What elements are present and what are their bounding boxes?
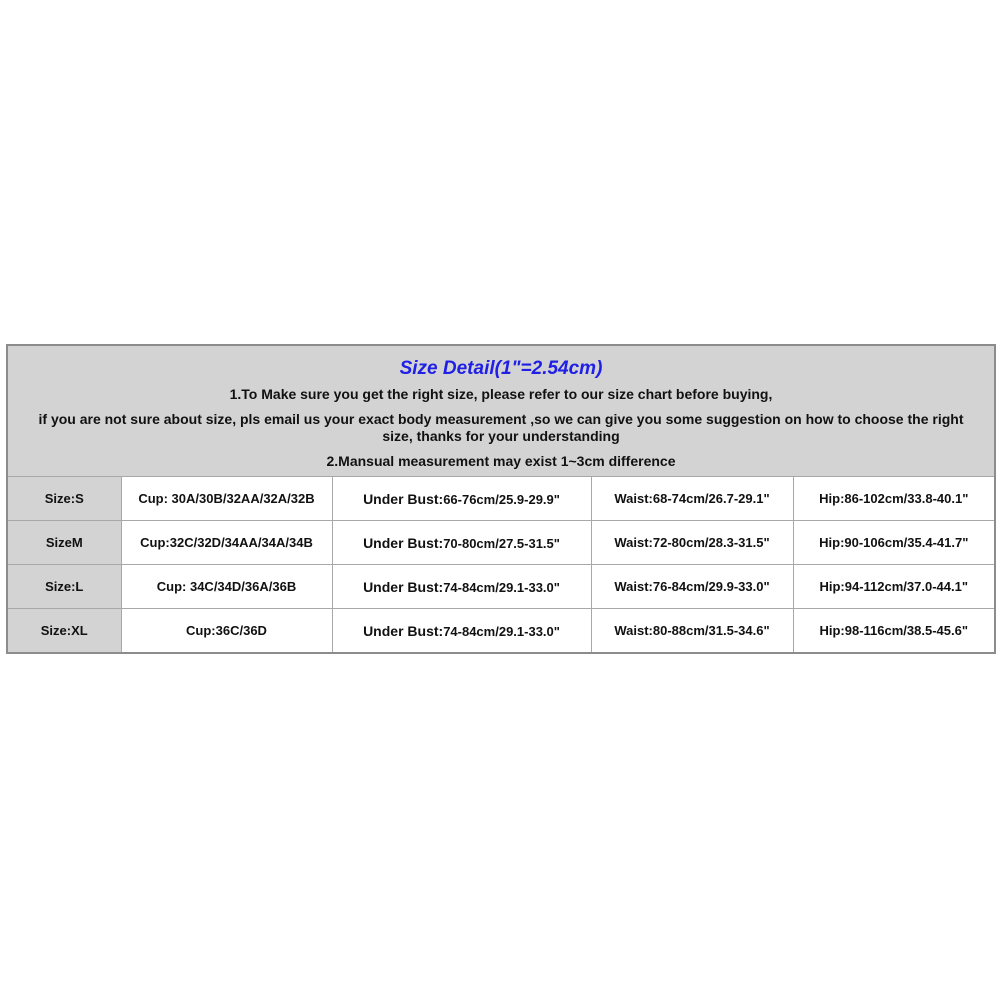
under-bust-cell [332, 609, 591, 653]
cup-cell: Cup:32C/32D/34AA/34A/34B [121, 521, 332, 565]
hip-cell: Hip:90-106cm/35.4-41.7" [793, 521, 994, 565]
cup-cell: Cup: 34C/34D/36A/36B [121, 565, 332, 609]
waist-cell: Waist:72-80cm/28.3-31.5" [591, 521, 793, 565]
hip-cell: Hip:86-102cm/33.8-40.1" [793, 477, 994, 521]
under-bust-label: Under Bust: [363, 578, 444, 595]
under-bust-cell [332, 477, 591, 521]
size-chart [6, 344, 996, 654]
table-row [8, 477, 994, 521]
size-cell: SizeM [8, 521, 121, 565]
cup-cell: Cup: 30A/30B/32AA/32A/32B [121, 477, 332, 521]
table-row [8, 609, 994, 653]
cup-cell: Cup:36C/36D [121, 609, 332, 653]
hip-cell: Hip:98-116cm/38.5-45.6" [793, 609, 994, 653]
size-cell: Size:XL [8, 609, 121, 653]
waist-cell: Waist:80-88cm/31.5-34.6" [591, 609, 793, 653]
size-note-3: 2.Mansual measurement may exist 1~3cm difference [326, 453, 676, 469]
size-chart-header [8, 346, 994, 476]
size-chart-title: Size Detail(1"=2.54cm) [399, 358, 603, 379]
size-note-2: if you are not sure about size, pls email us your exact body measurement ,so we can give you some suggestion on how to choose the right size, thanks for your understanding [38, 411, 964, 444]
size-note-1: 1.To Make sure you get the right size, please refer to our size chart before buying, [229, 386, 773, 402]
under-bust-label: Under Bust: [363, 534, 444, 551]
table-row [8, 521, 994, 565]
size-cell: Size:L [8, 565, 121, 609]
under-bust-label: Under Bust: [363, 622, 444, 639]
size-table [8, 476, 994, 652]
under-bust-value: 70-80cm/27.5-31.5" [443, 535, 560, 551]
under-bust-cell [332, 565, 591, 609]
under-bust-label: Under Bust: [363, 490, 444, 507]
under-bust-value: 66-76cm/25.9-29.9" [443, 491, 560, 507]
under-bust-value: 74-84cm/29.1-33.0" [443, 623, 560, 639]
waist-cell: Waist:68-74cm/26.7-29.1" [591, 477, 793, 521]
under-bust-value: 74-84cm/29.1-33.0" [443, 579, 560, 595]
under-bust-cell [332, 521, 591, 565]
size-cell: Size:S [8, 477, 121, 521]
table-row [8, 565, 994, 609]
hip-cell: Hip:94-112cm/37.0-44.1" [793, 565, 994, 609]
waist-cell: Waist:76-84cm/29.9-33.0" [591, 565, 793, 609]
